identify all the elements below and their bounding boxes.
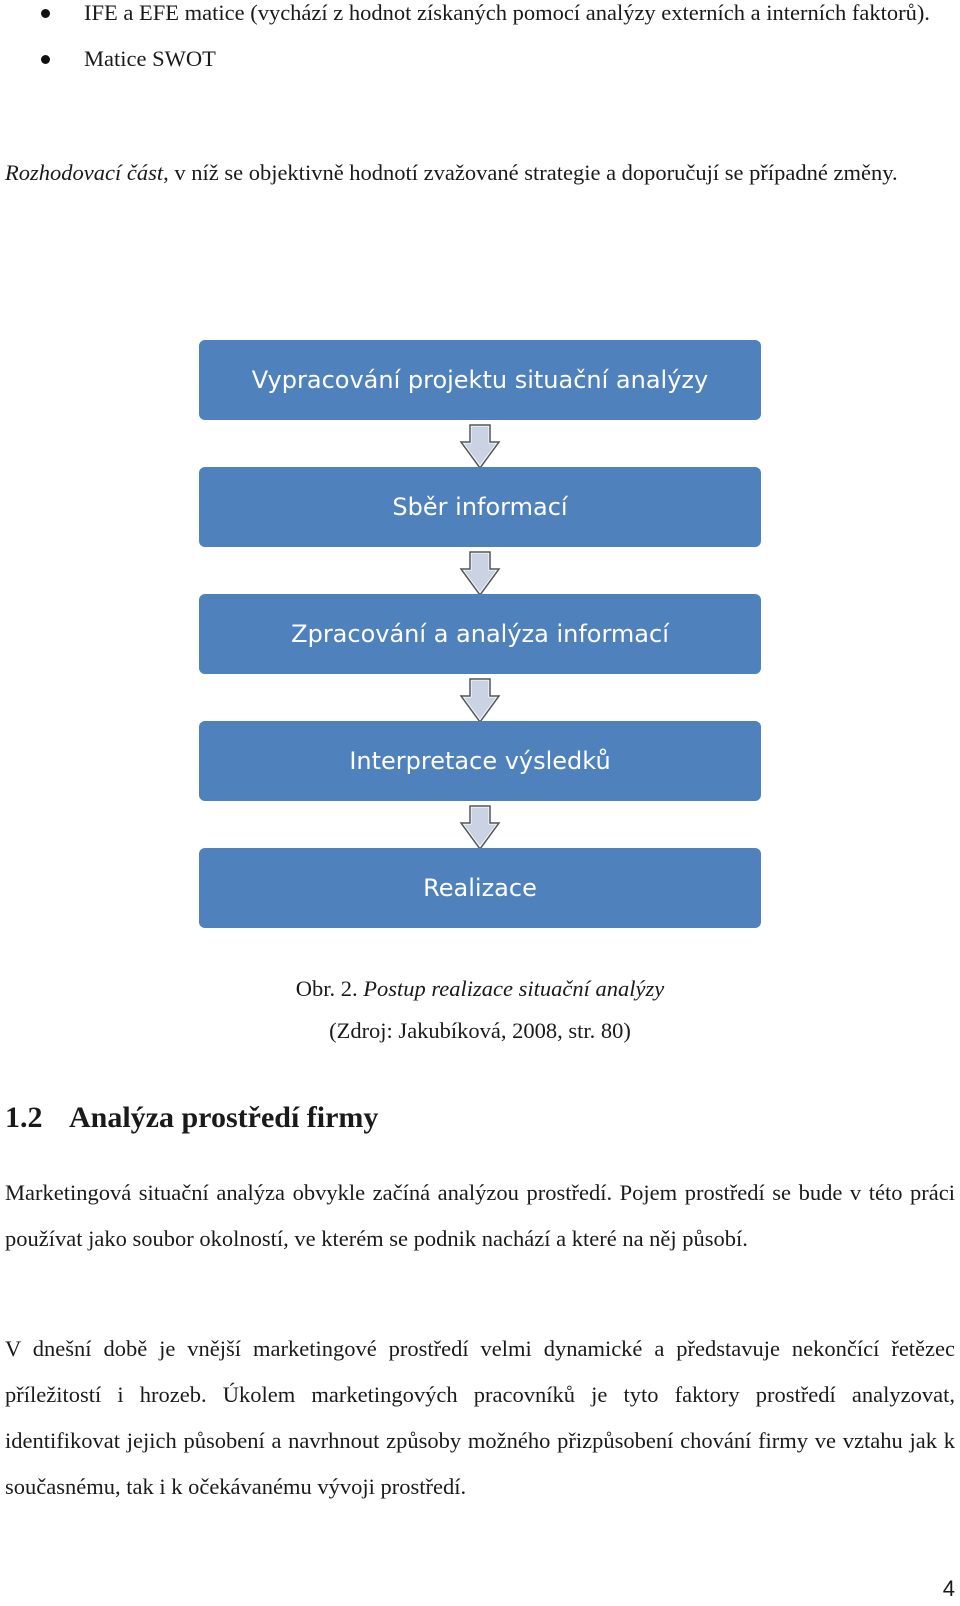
intro-italic-term: Rozhodovací část — [5, 160, 164, 185]
figure-label: Obr. 2. — [295, 976, 358, 1001]
bullet-item — [0, 36, 960, 82]
flow-step-box: Zpracování a analýza informací — [199, 594, 761, 674]
bullet-text: IFE a EFE matice (vychází z hodnot získaných pomocí analýzy externích a interních faktorů). — [84, 0, 930, 25]
body-paragraph: Marketingová situační analýza obvykle začíná analýzou prostředí. Pojem prostředí se bude v této práci používat jako soubor okolností, ve kterém se podnik nachází a které na něj působí. — [5, 1180, 955, 1251]
flow-step-box: Interpretace výsledků — [199, 721, 761, 801]
down-arrow-icon — [459, 551, 501, 597]
flow-step-box: Vypracování projektu situační analýzy — [199, 340, 761, 420]
section-title: Analýza prostředí firmy — [69, 1101, 379, 1134]
bullet-dot-icon — [41, 55, 50, 64]
page-number: 4 — [942, 1576, 955, 1601]
flow-step-box: Realizace — [199, 848, 761, 928]
intro-text: , v níž se objektivně hodnotí zvažované strategie a doporučují se případné změny. — [163, 160, 898, 185]
bullet-dot-icon — [41, 9, 50, 18]
bullet-item — [0, 0, 960, 36]
figure-caption — [0, 968, 960, 1010]
section-heading — [5, 1095, 378, 1141]
bullet-text: Matice SWOT — [84, 46, 216, 71]
down-arrow-icon — [459, 805, 501, 851]
intro-paragraph — [5, 150, 955, 196]
down-arrow-icon — [459, 424, 501, 470]
figure-title: Postup realizace situační analýzy — [363, 976, 665, 1001]
figure-source: (Zdroj: Jakubíková, 2008, str. 80) — [329, 1018, 631, 1043]
down-arrow-icon — [459, 678, 501, 724]
bullet-list — [0, 0, 960, 82]
section-number: 1.2 — [5, 1101, 43, 1134]
flow-step-box: Sběr informací — [199, 467, 761, 547]
body-paragraph: V dnešní době je vnější marketingové prostředí velmi dynamické a představuje nekončící řetězec příležitostí i hrozeb. Úkolem marketingových pracovníků je tyto faktory prostředí analyzovat, identifikovat jejich působení a navrhnout způsoby možného přizpůsobení chování firmy ve vztahu jak k současnému, tak i k očekávanému vývoji prostředí. — [5, 1336, 955, 1499]
